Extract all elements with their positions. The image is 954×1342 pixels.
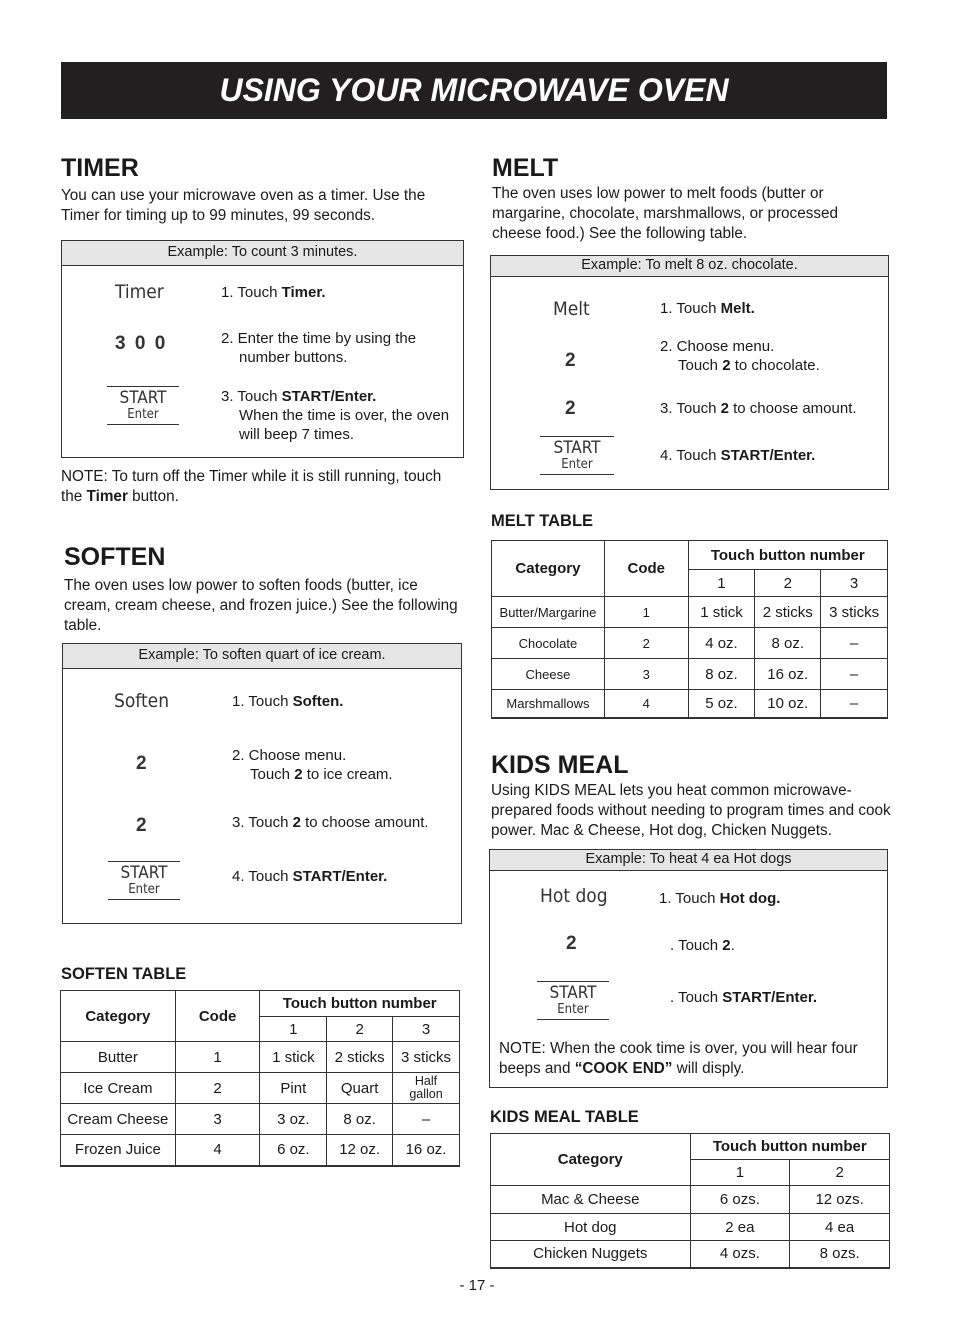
timer-example-box xyxy=(61,240,464,458)
kids-table xyxy=(490,1133,890,1269)
kids-header-category: Category xyxy=(491,1134,691,1186)
soften-start-key xyxy=(108,861,180,900)
timer-title: TIMER xyxy=(61,154,139,182)
soften-header-code: Code xyxy=(175,991,260,1042)
kids-table-title: KIDS MEAL TABLE xyxy=(490,1108,639,1126)
start-label: START xyxy=(553,438,601,458)
enter-label: Enter xyxy=(561,457,593,472)
kids-step-2: . Touch 2. xyxy=(670,937,735,954)
soften-title: SOFTEN xyxy=(64,543,166,571)
enter-label: Enter xyxy=(128,882,160,897)
melt-key-label: Melt xyxy=(553,298,590,320)
soften-table xyxy=(60,990,460,1167)
kids-step-1: 1. Touch Hot dog. xyxy=(659,890,781,907)
kids-example-box xyxy=(489,849,888,1088)
table-row: Hot dog 2 ea 4 ea xyxy=(491,1214,890,1241)
table-row: Ice Cream 2 Pint Quart Half gallon xyxy=(61,1073,460,1104)
enter-label: Enter xyxy=(127,407,159,422)
melt-header-code: Code xyxy=(604,541,688,597)
kids-start-key xyxy=(537,981,609,1020)
kids-note: NOTE: When the cook time is over, you will hear four beeps and “COOK END” will disply. xyxy=(499,1040,858,1077)
table-row: Mac & Cheese 6 ozs. 12 ozs. xyxy=(491,1186,890,1214)
kids-col-1: 1 xyxy=(690,1160,790,1186)
table-row: Butter 1 1 stick 2 sticks 3 sticks xyxy=(61,1042,460,1073)
timer-step-2: 2. Enter the time by using the number buttons. xyxy=(221,330,417,366)
kids-key-2: 2 xyxy=(566,933,577,954)
start-label: START xyxy=(120,863,168,883)
melt-step-1: 1. Touch Melt. xyxy=(660,300,755,317)
kids-key-label: Hot dog xyxy=(540,885,608,907)
table-row: Butter/Margarine 1 1 stick 2 sticks 3 sticks xyxy=(492,597,888,628)
soften-col-2: 2 xyxy=(327,1017,393,1042)
soften-col-1: 1 xyxy=(260,1017,327,1042)
soften-step-4: 4. Touch START/Enter. xyxy=(232,868,388,885)
soften-step-1: 1. Touch Soften. xyxy=(232,693,344,710)
melt-key-2a: 2 xyxy=(565,350,576,371)
melt-step-4: 4. Touch START/Enter. xyxy=(660,447,816,464)
soften-step-2: 2. Choose menu. Touch 2 to ice cream. xyxy=(232,747,393,783)
kids-intro: Using KIDS MEAL lets you heat common microwave-prepared foods without needing to program times and cook power. Mac & Cheese, Hot dog, Chicken Nuggets. xyxy=(491,782,891,839)
page-number: - 17 - xyxy=(459,1277,495,1294)
page-banner: USING YOUR MICROWAVE OVEN xyxy=(61,62,887,119)
kids-example-header: Example: To heat 4 ea Hot dogs xyxy=(490,850,887,871)
soften-key-2b: 2 xyxy=(136,815,147,836)
soften-key-2a: 2 xyxy=(136,753,147,774)
soften-col-3: 3 xyxy=(393,1017,460,1042)
kids-header-touch: Touch button number xyxy=(690,1134,889,1160)
melt-step-2: 2. Choose menu. Touch 2 to chocolate. xyxy=(660,338,820,374)
melt-col-3: 3 xyxy=(821,570,888,597)
soften-key-label: Soften xyxy=(114,690,170,712)
table-row: Cream Cheese 3 3 oz. 8 oz. – xyxy=(61,1104,460,1135)
timer-digits: 3 0 0 xyxy=(115,333,168,354)
soften-example-box xyxy=(62,643,462,924)
soften-step-3: 3. Touch 2 to choose amount. xyxy=(232,814,429,831)
melt-table-title: MELT TABLE xyxy=(491,512,594,530)
soften-example-header: Example: To soften quart of ice cream. xyxy=(63,644,461,669)
melt-key-2b: 2 xyxy=(565,398,576,419)
timer-intro: You can use your microwave oven as a timer. Use the Timer for timing up to 99 minutes, 99 seconds. xyxy=(61,187,426,224)
kids-col-2: 2 xyxy=(790,1160,890,1186)
melt-intro: The oven uses low power to melt foods (butter or margarine, chocolate, marshmallows, or processed cheese food.) See the following table. xyxy=(492,185,839,242)
timer-example-header: Example: To count 3 minutes. xyxy=(62,241,463,266)
melt-step-3: 3. Touch 2 to choose amount. xyxy=(660,400,857,417)
melt-example-box xyxy=(490,255,889,490)
table-row: Marshmallows 4 5 oz. 10 oz. – xyxy=(492,690,888,718)
timer-start-key xyxy=(107,386,179,425)
soften-table-title: SOFTEN TABLE xyxy=(61,965,187,983)
soften-intro: The oven uses low power to soften foods (butter, ice cream, cream cheese, and frozen juice.) See the following table. xyxy=(64,577,458,634)
start-label: START xyxy=(549,983,597,1003)
melt-title: MELT xyxy=(492,154,559,182)
table-row: Frozen Juice 4 6 oz. 12 oz. 16 oz. xyxy=(61,1135,460,1166)
timer-step-1: 1. Touch Timer. xyxy=(221,284,326,301)
melt-header-touch: Touch button number xyxy=(688,541,887,570)
melt-col-2: 2 xyxy=(755,570,821,597)
melt-header-category: Category xyxy=(492,541,605,597)
melt-table xyxy=(491,540,888,719)
table-row: Cheese 3 8 oz. 16 oz. – xyxy=(492,659,888,690)
melt-example-header: Example: To melt 8 oz. chocolate. xyxy=(491,256,888,277)
table-row: Chocolate 2 4 oz. 8 oz. – xyxy=(492,628,888,659)
enter-label: Enter xyxy=(557,1002,589,1017)
melt-start-key xyxy=(540,436,614,475)
timer-key-label: Timer xyxy=(115,281,164,303)
soften-header-category: Category xyxy=(61,991,176,1042)
soften-header-touch: Touch button number xyxy=(260,991,460,1017)
timer-step-3: 3. Touch START/Enter. When the time is over, the oven will beep 7 times. xyxy=(221,388,450,443)
kids-step-3: . Touch START/Enter. xyxy=(670,989,817,1006)
table-row: Chicken Nuggets 4 ozs. 8 ozs. xyxy=(491,1241,890,1268)
start-label: START xyxy=(119,388,167,408)
kids-title: KIDS MEAL xyxy=(491,751,629,779)
melt-col-1: 1 xyxy=(688,570,755,597)
timer-note: NOTE: To turn off the Timer while it is still running, touch the Timer button. xyxy=(61,468,442,505)
